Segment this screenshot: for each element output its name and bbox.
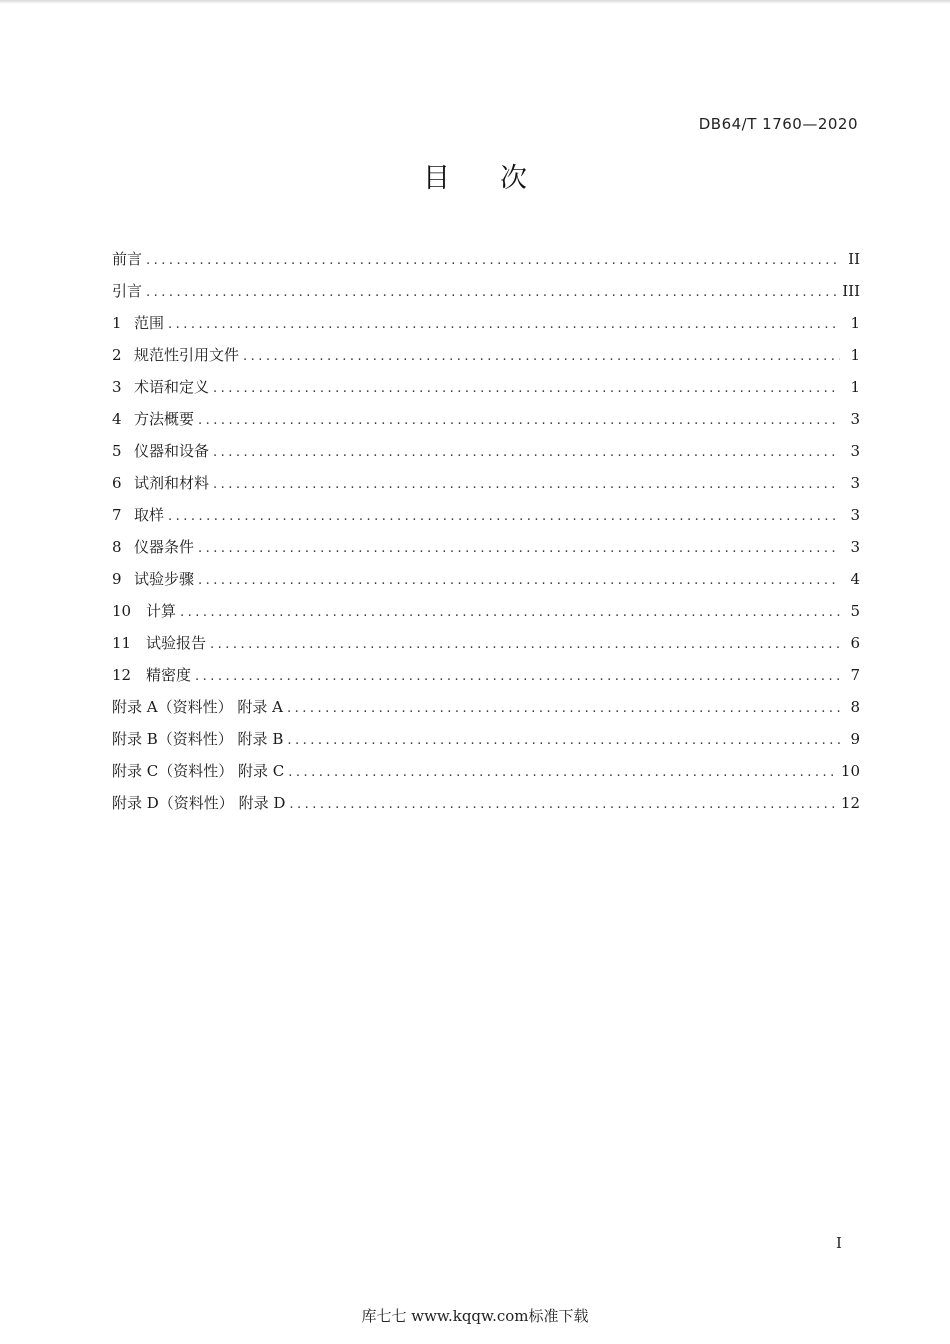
toc-entry-page: II (848, 250, 860, 268)
toc-entry-number: 10 (112, 602, 132, 620)
toc-entry-number: 3 (112, 378, 122, 396)
toc-leader-dots (198, 565, 840, 597)
toc-leader-dots (146, 245, 840, 277)
toc-entry-label: 附录 D（资料性） 附录 D (112, 794, 286, 812)
toc-entry-page: 3 (850, 506, 860, 524)
toc-leader-dots (146, 277, 836, 309)
toc-entry-preface[interactable] (112, 243, 860, 275)
toc-entry-apparatus[interactable] (112, 435, 860, 467)
toc-entry-label: 4 方法概要 (112, 403, 198, 435)
toc-entry-introduction[interactable] (112, 275, 860, 307)
toc-leader-dots (168, 501, 840, 533)
toc-leader-dots (243, 341, 840, 373)
toc-entry-page: 3 (850, 538, 860, 556)
toc-entry-page: 3 (850, 442, 860, 460)
toc-entry-label: 10 计算 (112, 595, 180, 627)
toc-entry-label: 11 试验报告 (112, 627, 210, 659)
toc-entry-precision[interactable] (112, 659, 860, 691)
toc-entry-page: 9 (850, 730, 860, 748)
toc-entry-label: 附录 B（资料性） 附录 B (112, 730, 284, 748)
toc-entry-number: 1 (112, 314, 122, 332)
toc-entry-sampling[interactable] (112, 499, 860, 531)
toc-entry-appendix-c[interactable] (112, 755, 860, 787)
toc-title: 目次 (423, 163, 577, 194)
toc-leader-dots (180, 597, 840, 629)
toc-entry-label: 引言 (112, 282, 143, 300)
toc-entry-appendix-b[interactable] (112, 723, 860, 755)
toc-entry-page: 3 (850, 410, 860, 428)
toc-entry-page: 12 (840, 794, 860, 812)
toc-entry-label: 5 仪器和设备 (112, 435, 213, 467)
toc-entry-reagents[interactable] (112, 467, 860, 499)
toc-entry-label: 7 取样 (112, 499, 168, 531)
table-of-contents (112, 243, 860, 819)
toc-entry-label: 3 术语和定义 (112, 371, 213, 403)
toc-leader-dots (168, 309, 840, 341)
footer-watermark: 库七七 www.kqqw.com标准下载 (361, 1307, 589, 1325)
toc-leader-dots (213, 373, 840, 405)
toc-entry-page: 4 (850, 570, 860, 588)
toc-entry-label: 前言 (112, 250, 143, 268)
toc-leader-dots (195, 661, 840, 693)
toc-leader-dots (213, 469, 840, 501)
toc-entry-page: 8 (850, 698, 860, 716)
toc-entry-scope[interactable] (112, 307, 860, 339)
toc-entry-number: 5 (112, 442, 122, 460)
toc-entry-page: 7 (850, 666, 860, 684)
document-code: DB64/T 1760—2020 (698, 115, 858, 133)
toc-entry-number: 12 (112, 666, 132, 684)
toc-entry-label: 12 精密度 (112, 659, 195, 691)
toc-entry-page: III (842, 282, 860, 300)
toc-leader-dots (198, 405, 840, 437)
toc-leader-dots (213, 437, 840, 469)
page-number: I (836, 1234, 842, 1252)
toc-entry-number: 6 (112, 474, 122, 492)
toc-entry-number: 9 (112, 570, 122, 588)
toc-entry-page: 1 (850, 314, 860, 332)
toc-entry-label: 8 仪器条件 (112, 531, 198, 563)
toc-entry-label: 附录 A（资料性） 附录 A (112, 698, 283, 716)
toc-entry-method-summary[interactable] (112, 403, 860, 435)
toc-entry-normative-references[interactable] (112, 339, 860, 371)
toc-entry-label: 1 范围 (112, 307, 168, 339)
toc-entry-terms-definitions[interactable] (112, 371, 860, 403)
toc-entry-number: 8 (112, 538, 122, 556)
toc-entry-test-procedure[interactable] (112, 563, 860, 595)
toc-entry-label: 2 规范性引用文件 (112, 339, 243, 371)
toc-leader-dots (287, 693, 840, 725)
toc-entry-page: 5 (850, 602, 860, 620)
toc-entry-appendix-a[interactable] (112, 691, 860, 723)
toc-leader-dots (289, 789, 835, 821)
toc-entry-page: 1 (850, 346, 860, 364)
toc-entry-appendix-d[interactable] (112, 787, 860, 819)
toc-entry-number: 2 (112, 346, 122, 364)
toc-entry-label: 6 试剂和材料 (112, 467, 213, 499)
toc-entry-test-report[interactable] (112, 627, 860, 659)
toc-leader-dots (210, 629, 840, 661)
toc-leader-dots (288, 757, 835, 789)
toc-leader-dots (287, 725, 840, 757)
toc-entry-number: 11 (112, 634, 132, 652)
toc-entry-page: 1 (850, 378, 860, 396)
toc-entry-calculation[interactable] (112, 595, 860, 627)
toc-entry-page: 6 (850, 634, 860, 652)
scan-edge (0, 0, 950, 4)
toc-entry-number: 7 (112, 506, 122, 524)
toc-entry-page: 3 (850, 474, 860, 492)
toc-entry-page: 10 (840, 762, 860, 780)
toc-entry-instrument-conditions[interactable] (112, 531, 860, 563)
toc-entry-label: 9 试验步骤 (112, 563, 198, 595)
toc-leader-dots (198, 533, 840, 565)
toc-entry-number: 4 (112, 410, 122, 428)
toc-entry-label: 附录 C（资料性） 附录 C (112, 762, 285, 780)
